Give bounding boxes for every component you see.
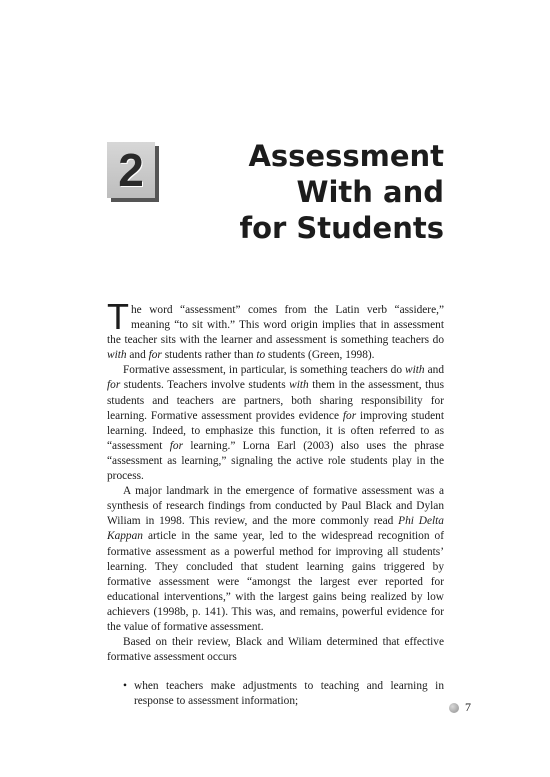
- chapter-title-line-3: for Students: [239, 211, 444, 245]
- paragraph-1: The word “assessment” comes from the Latin verb “assidere,” meaning “to sit with.” This word origin implies that in assessment the teacher sits with the learner and assessment is something teachers do with and for students rather than to students (Green, 1998).: [107, 296, 444, 362]
- paragraph-2: Formative assessment, in particular, is something teachers do with and for students. Teachers involve students with them in the assessment, thus students and teachers are partners, both sharing responsibility for learning. Formative assessment provides evidence for improving student learning. Indeed, to emphasize this function, it is often referred to as “assessment for learning.” Lorna Earl (2003) also uses the phrase “assessment as learning,” signaling the active role students play in the process.: [107, 364, 444, 483]
- paragraph-3: A major landmark in the emergence of formative assessment was a synthesis of research findings from conducted by Paul Black and Dylan Wiliam in 1998. This review, and the more commonly read Phi Delta Kappan article in the same year, led to the widespread recognition of formative assessment as a powerful method for improving all students’ learning. They concluded that student learning gains triggered by formative assessment were “amongst the largest ever reported for educational interventions,” with the largest gains being realized by low achievers (1998b, p. 141). This was, and remains, powerful evidence for the value of formative assessment.: [107, 485, 444, 633]
- bullet-list: [123, 679, 444, 709]
- drop-cap: T: [107, 296, 129, 337]
- page-number: 7: [465, 700, 471, 714]
- chapter-title-line-1: Assessment: [248, 139, 444, 173]
- page-marker-dot-icon: [449, 703, 459, 713]
- body-text: [107, 296, 444, 709]
- page-footer: [449, 700, 471, 715]
- chapter-title-line-2: With and: [296, 175, 444, 209]
- paragraph-4: Based on their review, Black and Wiliam determined that effective formative assessment occurs: [107, 636, 444, 664]
- chapter-title: [144, 138, 444, 246]
- chapter-number: 2: [118, 144, 144, 196]
- list-item: • when teachers make adjustments to teaching and learning in response to assessment information;: [123, 679, 444, 709]
